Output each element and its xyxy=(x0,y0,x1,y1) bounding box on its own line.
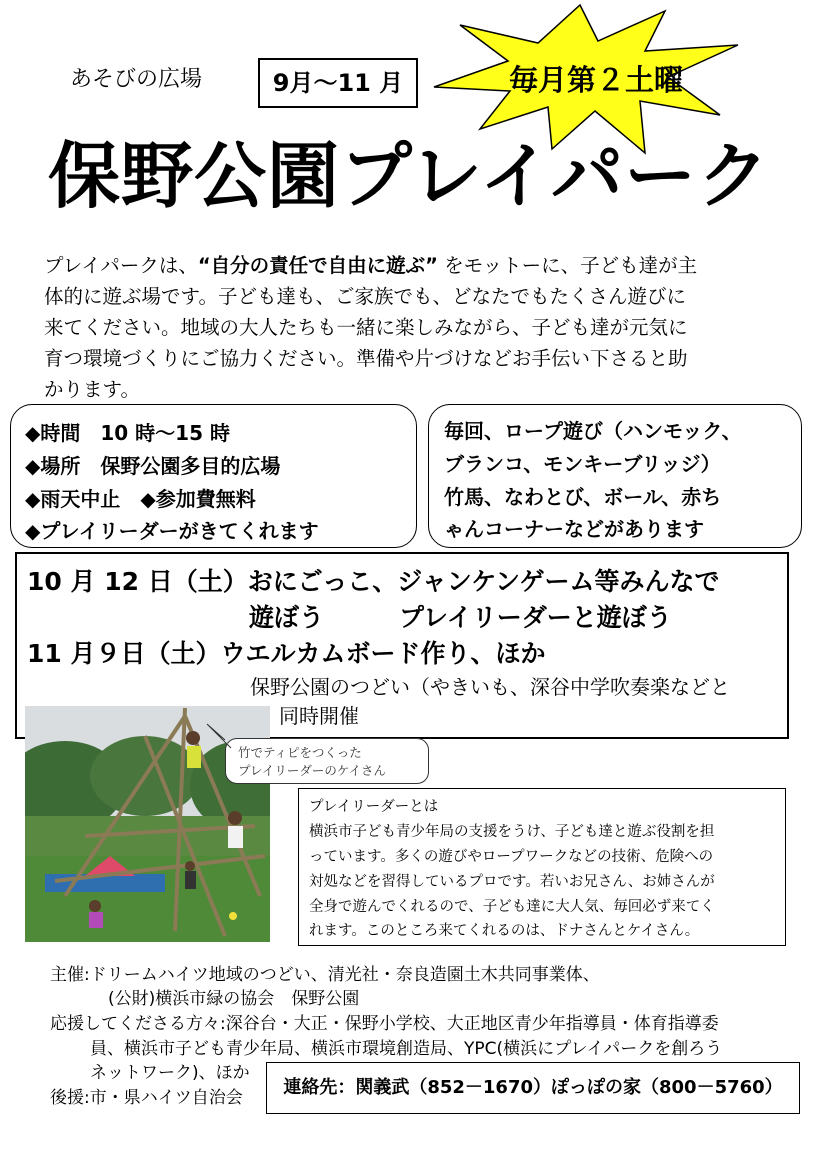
activities-box xyxy=(428,404,802,548)
burst-label: 毎月第２土曜 xyxy=(508,63,683,97)
supporter-line: ネットワーク)、ほか xyxy=(90,1063,250,1083)
supporter-line: 員、横浜市子ども青少年局、横浜市環境創造局、YPC(横浜にプレイパークを創ろう xyxy=(90,1039,723,1059)
leader-line: 全身で遊んでくれるので、子ども達に大人気、毎回必ず来てく xyxy=(309,899,715,915)
intro-line: 育つ環境づくりにご協力ください。準備や片づけなどお手伝い下さると助 xyxy=(44,347,688,370)
organizer-line: (公財)横浜市緑の協会 保野公園 xyxy=(108,989,360,1009)
month-range-box: 9月～11 月 xyxy=(258,58,418,108)
event-october-cont: 遊ぼう プレイリーダーと遊ぼう xyxy=(249,603,672,632)
info-place: ◆場所 保野公園多目的広場 xyxy=(25,454,281,478)
motto: “自分の責任で自由に遊ぶ” xyxy=(197,254,438,277)
bubble-line: 竹でティピをつくった xyxy=(238,745,362,760)
organizer-line: 主催:ドリームハイツ地域のつどい、清光社・奈良造園土木共同事業体、 xyxy=(50,965,600,985)
activities-line: 竹馬、なわとび、ボール、赤ち xyxy=(444,485,722,509)
intro-line: かります。 xyxy=(44,378,140,401)
leader-heading: プレイリーダーとは xyxy=(309,799,439,815)
contact-box: 連絡先：関義武（852－1670）ぽっぽの家（800－5760） xyxy=(266,1062,800,1114)
leader-line: れます。このところ来てくれるのは、ドナさんとケイさん。 xyxy=(309,923,700,939)
play-leader-box xyxy=(298,788,786,946)
activities-line: ブランコ、モンキーブリッジ） xyxy=(444,452,721,476)
event-november-note: 保野公園のつどい（やきいも、深谷中学吹奏楽などと xyxy=(250,675,730,699)
intro-line: 体的に遊ぶ場です。子ども達も、ご家族でも、どなたでもたくさん遊びに xyxy=(44,285,686,308)
event-october: 10 月 12 日（土）おにごっこ、ジャンケンゲーム等みんなで xyxy=(27,567,720,596)
speech-bubble xyxy=(225,738,429,784)
bubble-tail xyxy=(205,722,235,752)
info-box xyxy=(10,404,417,548)
leader-line: っています。多くの遊びやロープワークなどの技術、危険への xyxy=(309,849,714,865)
info-leader: ◆プレイリーダーがきてくれます xyxy=(25,519,319,543)
backing-line: 後援:市・県ハイツ自治会 xyxy=(50,1088,243,1108)
activities-line: ゃんコーナーなどがあります xyxy=(444,517,704,541)
leader-line: 横浜市子ども青少年局の支援をうけ、子ども達と遊ぶ役割を担 xyxy=(309,824,715,840)
intro-paragraph xyxy=(44,250,804,405)
info-time: ◆時間 10 時～15 時 xyxy=(25,421,230,445)
activities-line: 毎回、ロープ遊び（ハンモック、 xyxy=(444,419,742,443)
intro-text: プレイパークは、 xyxy=(44,254,198,277)
intro-text: をモットーに、子ども達が主 xyxy=(438,254,698,277)
subtitle: あそびの広場 xyxy=(70,67,203,92)
info-fee: ◆雨天中止 ◆参加費無料 xyxy=(25,487,256,511)
leader-line: 対処などを習得しているプロです。若いお兄さん、お姉さんが xyxy=(309,874,715,890)
page-title: 保野公園プレイパーク xyxy=(48,134,771,218)
event-november-note-cont: 同時開催 xyxy=(279,704,359,728)
event-november: 11 月９日（土）ウエルカムボード作り、ほか xyxy=(27,639,546,668)
intro-line: 来てください。地域の大人たちも一緒に楽しみながら、子ども達が元気に xyxy=(44,316,688,339)
bubble-line: プレイリーダーのケイさん xyxy=(238,763,387,778)
supporter-line: 応援してくださる方々:深谷台・大正・保野小学校、大正地区青少年指導員・体育指導委 xyxy=(50,1014,719,1034)
intro-line xyxy=(44,250,804,281)
